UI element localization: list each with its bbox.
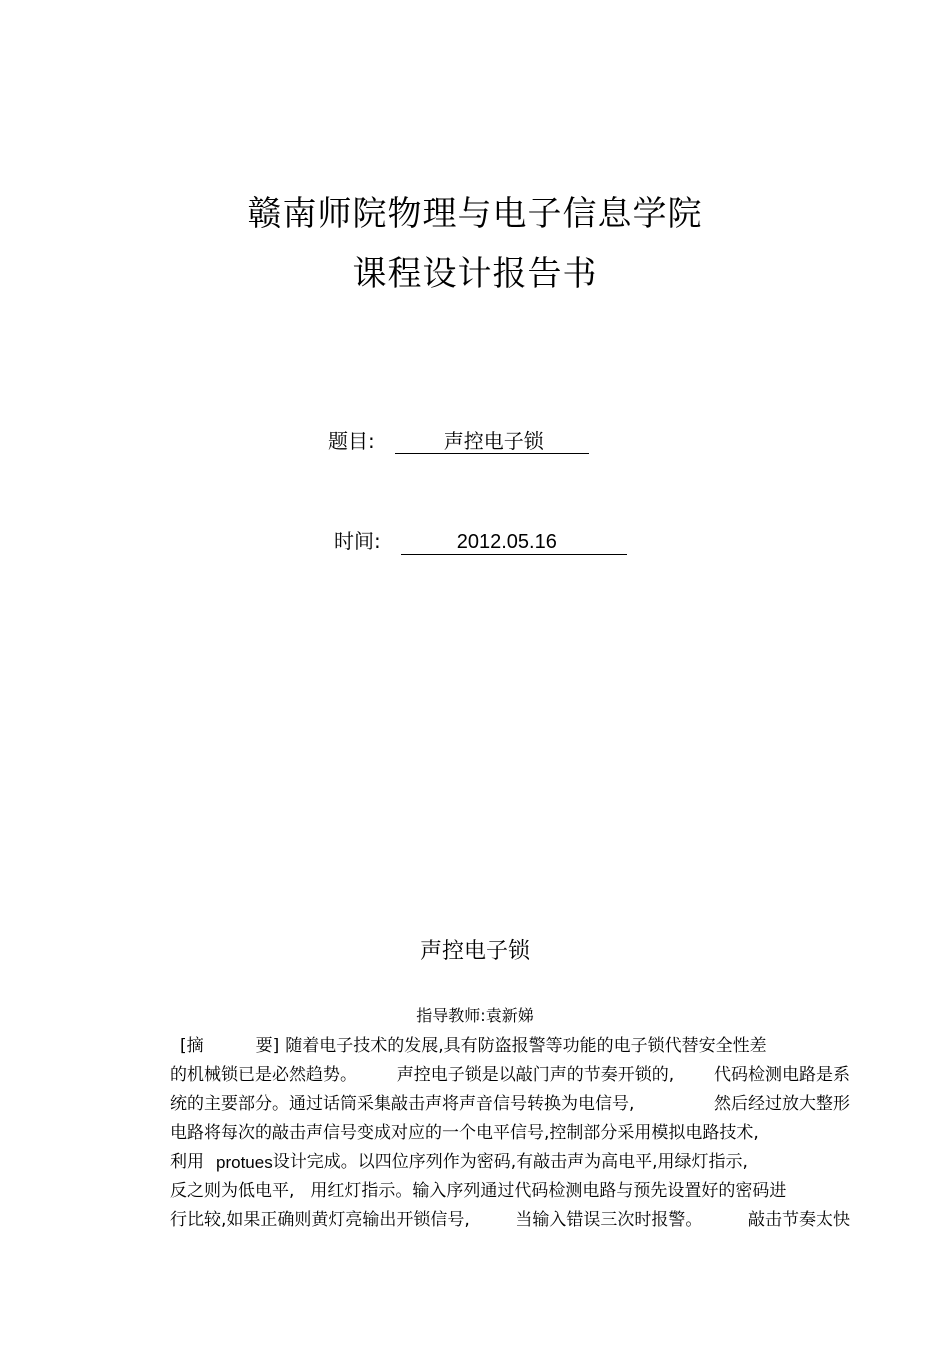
abstract-text: 用红灯指示。输入序列通过代码检测电路与预先设置好的密码进 xyxy=(310,1181,787,1201)
abstract-text: 然后经过放大整形 xyxy=(714,1094,850,1114)
institution-title: 赣南师院物理与电子信息学院 xyxy=(247,194,703,234)
abstract-tag-open: [摘 xyxy=(180,1036,204,1056)
time-field xyxy=(334,525,627,555)
abstract-text: 代码检测电路是系 xyxy=(714,1065,850,1085)
report-type-title: 课程设计报告书 xyxy=(352,254,598,294)
paper-title: 声控电子锁 xyxy=(419,939,530,964)
abstract-tag xyxy=(180,1032,279,1061)
abstract-text: 反之则为低电平, xyxy=(170,1181,295,1201)
topic-field xyxy=(328,425,589,454)
abstract-line xyxy=(170,1032,850,1061)
abstract-line xyxy=(170,1206,850,1235)
abstract-line xyxy=(170,1119,850,1148)
abstract-text: 行比较,如果正确则黄灯亮输出开锁信号, xyxy=(170,1210,470,1230)
abstract-text: 统的主要部分。通过话筒采集敲击声将声音信号转换为电信号, xyxy=(170,1094,635,1114)
time-value: 2012.05.16 xyxy=(401,531,627,555)
abstract-text: 电路将每次的敲击声信号变成对应的一个电平信号,控制部分采用模拟电路技术, xyxy=(170,1123,759,1143)
abstract-text: 当输入错误三次时报警。 xyxy=(515,1210,703,1230)
abstract-text: 利用 xyxy=(170,1152,204,1172)
abstract-text: 敲击节奏太快 xyxy=(748,1210,850,1230)
advisor-line xyxy=(0,1003,950,1026)
abstract-line xyxy=(170,1177,850,1206)
topic-value: 声控电子锁 xyxy=(395,430,589,454)
abstract-text: 随着电子技术的发展,具有防盗报警等功能的电子锁代替安全性差 xyxy=(285,1036,767,1056)
abstract-tag-close: 要] xyxy=(255,1036,280,1056)
abstract-text: 的机械锁已是必然趋势。 xyxy=(170,1065,357,1085)
abstract-line xyxy=(170,1090,850,1119)
abstract-line xyxy=(170,1061,850,1090)
time-label: 时间: xyxy=(334,529,381,553)
abstract-text: 声控电子锁是以敲门声的节奏开锁的, xyxy=(396,1065,675,1085)
abstract xyxy=(170,1032,850,1235)
abstract-text: 设计完成。以四位序列作为密码,有敲击声为高电平,用绿灯指示, xyxy=(272,1152,748,1172)
abstract-line xyxy=(170,1148,850,1177)
advisor-label: 指导教师: xyxy=(416,1006,486,1025)
topic-label: 题目: xyxy=(328,429,375,453)
abstract-text: protues xyxy=(216,1153,273,1172)
advisor-name: 袁新娣 xyxy=(485,1006,534,1025)
